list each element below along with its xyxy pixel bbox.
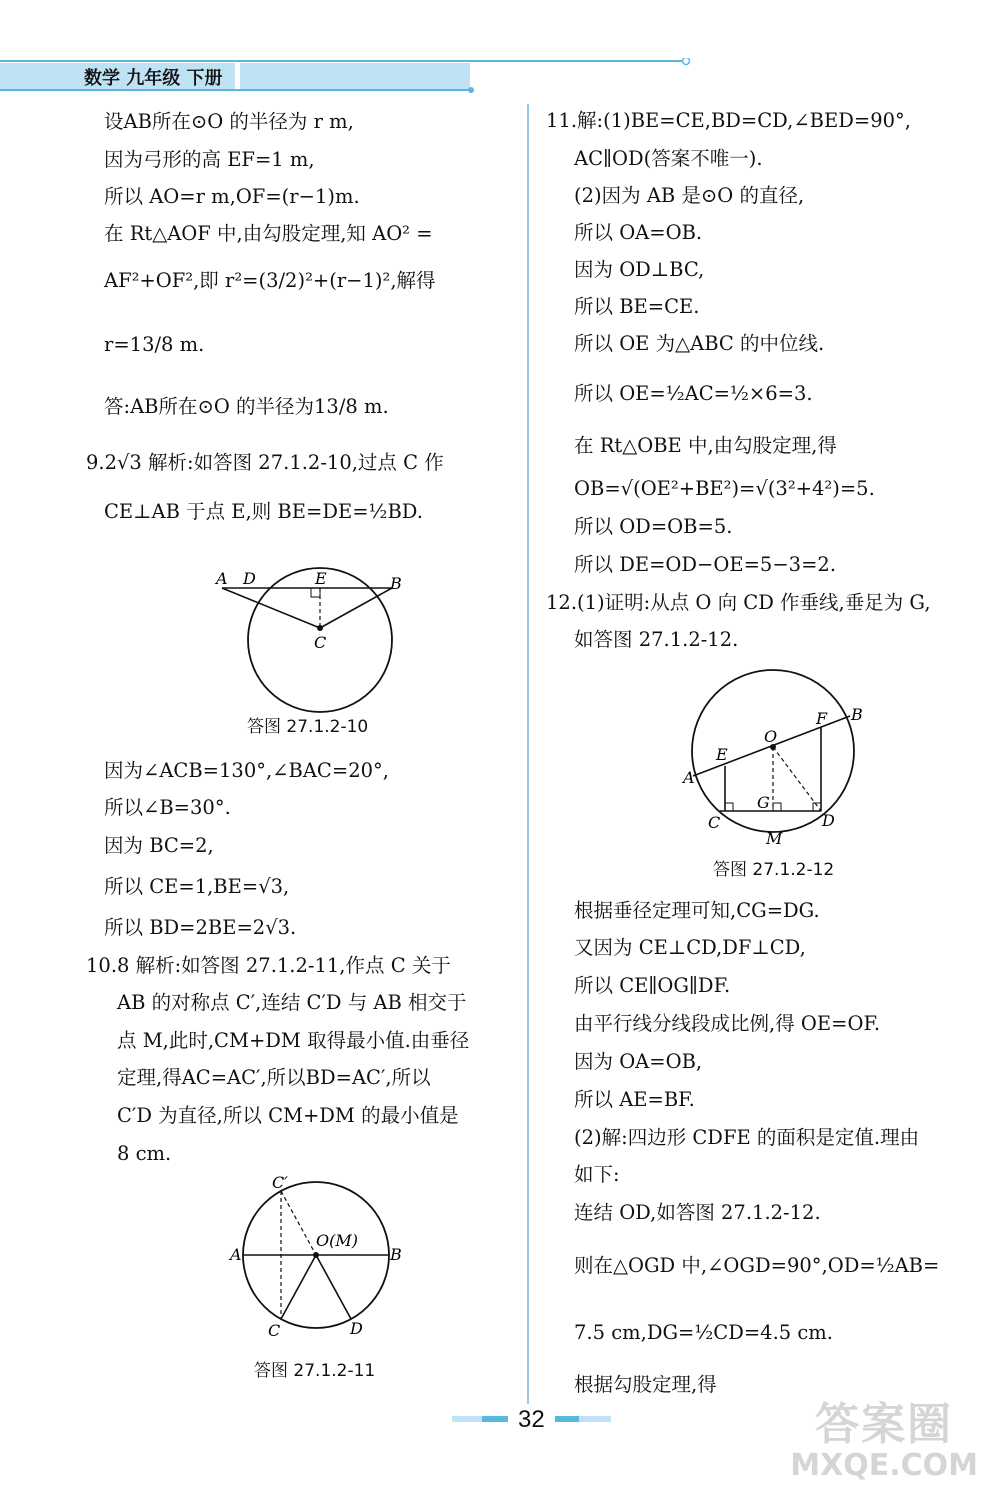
label-F: F <box>816 709 828 728</box>
text-line: 所以 OD=OB=5. <box>574 515 733 538</box>
text-line: 定理,得AC=AC′,所以BD=AC′,所以 <box>117 1066 431 1089</box>
text-line: 因为∠ACB=130°,∠BAC=20°, <box>104 759 389 782</box>
label-M: M <box>766 829 783 848</box>
text-line: 则在△OGD 中,∠OGD=90°,OD=½AB= <box>574 1254 940 1277</box>
text-line: AC∥OD(答案不唯一). <box>574 147 763 170</box>
figure-11-caption: 答图 27.1.2-11 <box>254 1361 376 1381</box>
text-line: 所以 OE=½AC=½×6=3. <box>574 382 813 405</box>
figure-12-caption: 答图 27.1.2-12 <box>713 860 835 880</box>
label-E: E <box>315 569 327 588</box>
text-line: 所以∠B=30°. <box>104 796 231 819</box>
text-line: (2)解:四边形 CDFE 的面积是定值.理由 <box>574 1126 920 1149</box>
text-line: 连结 OD,如答图 27.1.2-12. <box>574 1201 821 1224</box>
text-line: 设AB所在⊙O 的半径为 r m, <box>104 110 354 133</box>
text-line: OB=√(OE²+BE²)=√(3²+4²)=5. <box>574 477 875 500</box>
label-C: C <box>314 633 327 652</box>
label-OM: O(M) <box>316 1231 358 1250</box>
text-line: 11.解:(1)BE=CE,BD=CD,∠BED=90°, <box>546 109 911 132</box>
figure-10-caption: 答图 27.1.2-10 <box>247 717 369 737</box>
label-A: A <box>683 768 695 787</box>
text-line: CE⊥AB 于点 E,则 BE=DE=½BD. <box>104 500 423 523</box>
page-number-deco-right <box>555 1414 615 1424</box>
label-B: B <box>390 574 402 593</box>
text-line: 根据垂径定理可知,CG=DG. <box>574 899 820 922</box>
label-D: D <box>243 569 256 588</box>
text-line: 答:AB所在⊙O 的半径为13/8 m. <box>104 395 389 418</box>
label-A: A <box>230 1245 242 1264</box>
text-line: 所以 AO=r m,OF=(r−1)m. <box>104 185 360 208</box>
text-line: C′D 为直径,所以 CM+DM 的最小值是 <box>117 1104 459 1127</box>
label-A: A <box>216 569 228 588</box>
text-line: 在 Rt△OBE 中,由勾股定理,得 <box>574 434 837 457</box>
text-line: r=13/8 m. <box>104 333 205 356</box>
text-line: 9.2√3 解析:如答图 27.1.2-10,过点 C 作 <box>86 451 444 474</box>
text-line: 根据勾股定理,得 <box>574 1373 717 1396</box>
text-line: 因为 OD⊥BC, <box>574 258 705 281</box>
text-line: 所以 BE=CE. <box>574 295 700 318</box>
watermark-url: MXQE.COM <box>790 1448 978 1483</box>
text-line: 所以 OE 为△ABC 的中位线. <box>574 332 825 355</box>
label-D: D <box>822 811 835 830</box>
text-line: 10.8 解析:如答图 27.1.2-11,作点 C 关于 <box>86 954 451 977</box>
text-line: 因为 OA=OB, <box>574 1050 703 1073</box>
text-line: 又因为 CE⊥CD,DF⊥CD, <box>574 936 806 959</box>
label-E: E <box>716 745 728 764</box>
text-line: 所以 DE=OD−OE=5−3=2. <box>574 553 837 576</box>
text-line: 因为弓形的高 EF=1 m, <box>104 148 315 171</box>
page-number-deco-left <box>452 1414 512 1424</box>
text-line: 7.5 cm,DG=½CD=4.5 cm. <box>574 1321 833 1344</box>
label-D: D <box>350 1319 363 1338</box>
figure-12 <box>680 668 880 853</box>
label-B: B <box>390 1245 402 1264</box>
text-line: 因为 BC=2, <box>104 834 214 857</box>
text-line: 点 M,此时,CM+DM 取得最小值.由垂径 <box>117 1029 470 1052</box>
watermark <box>790 1400 978 1482</box>
text-line: AB 的对称点 C′,连结 C′D 与 AB 相交于 <box>117 991 467 1014</box>
text-line: 由平行线分线段成比例,得 OE=OF. <box>574 1012 881 1035</box>
label-C-prime: C′ <box>272 1173 288 1192</box>
text-line: 所以 AE=BF. <box>574 1088 695 1111</box>
label-G: G <box>757 793 770 812</box>
text-line: 所以 CE=1,BE=√3, <box>104 875 290 898</box>
page-number: 32 <box>518 1406 545 1433</box>
text-line: AF²+OF²,即 r²=(3/2)²+(r−1)²,解得 <box>104 269 436 292</box>
text-line: 如答图 27.1.2-12. <box>574 628 739 651</box>
column-divider <box>527 104 529 1404</box>
text-line: (2)因为 AB 是⊙O 的直径, <box>574 184 805 207</box>
text-line: 12.(1)证明:从点 O 向 CD 作垂线,垂足为 G, <box>546 591 931 614</box>
figure-10 <box>210 560 410 710</box>
label-O: O <box>764 727 778 746</box>
label-C: C <box>708 813 721 832</box>
label-B: B <box>851 705 863 724</box>
label-C: C <box>268 1321 281 1340</box>
text-line: 所以 CE∥OG∥DF. <box>574 974 731 997</box>
text-line: 在 Rt△AOF 中,由勾股定理,知 AO² = <box>104 222 433 245</box>
header-title: 数学 九年级 下册 <box>84 68 223 89</box>
text-line: 所以 OA=OB. <box>574 221 703 244</box>
watermark-title: 答案圈 <box>815 1399 954 1450</box>
figure-11 <box>226 1172 406 1342</box>
text-line: 所以 BD=2BE=2√3. <box>104 916 297 939</box>
text-line: 8 cm. <box>117 1142 172 1165</box>
text-line: 如下: <box>574 1163 620 1186</box>
